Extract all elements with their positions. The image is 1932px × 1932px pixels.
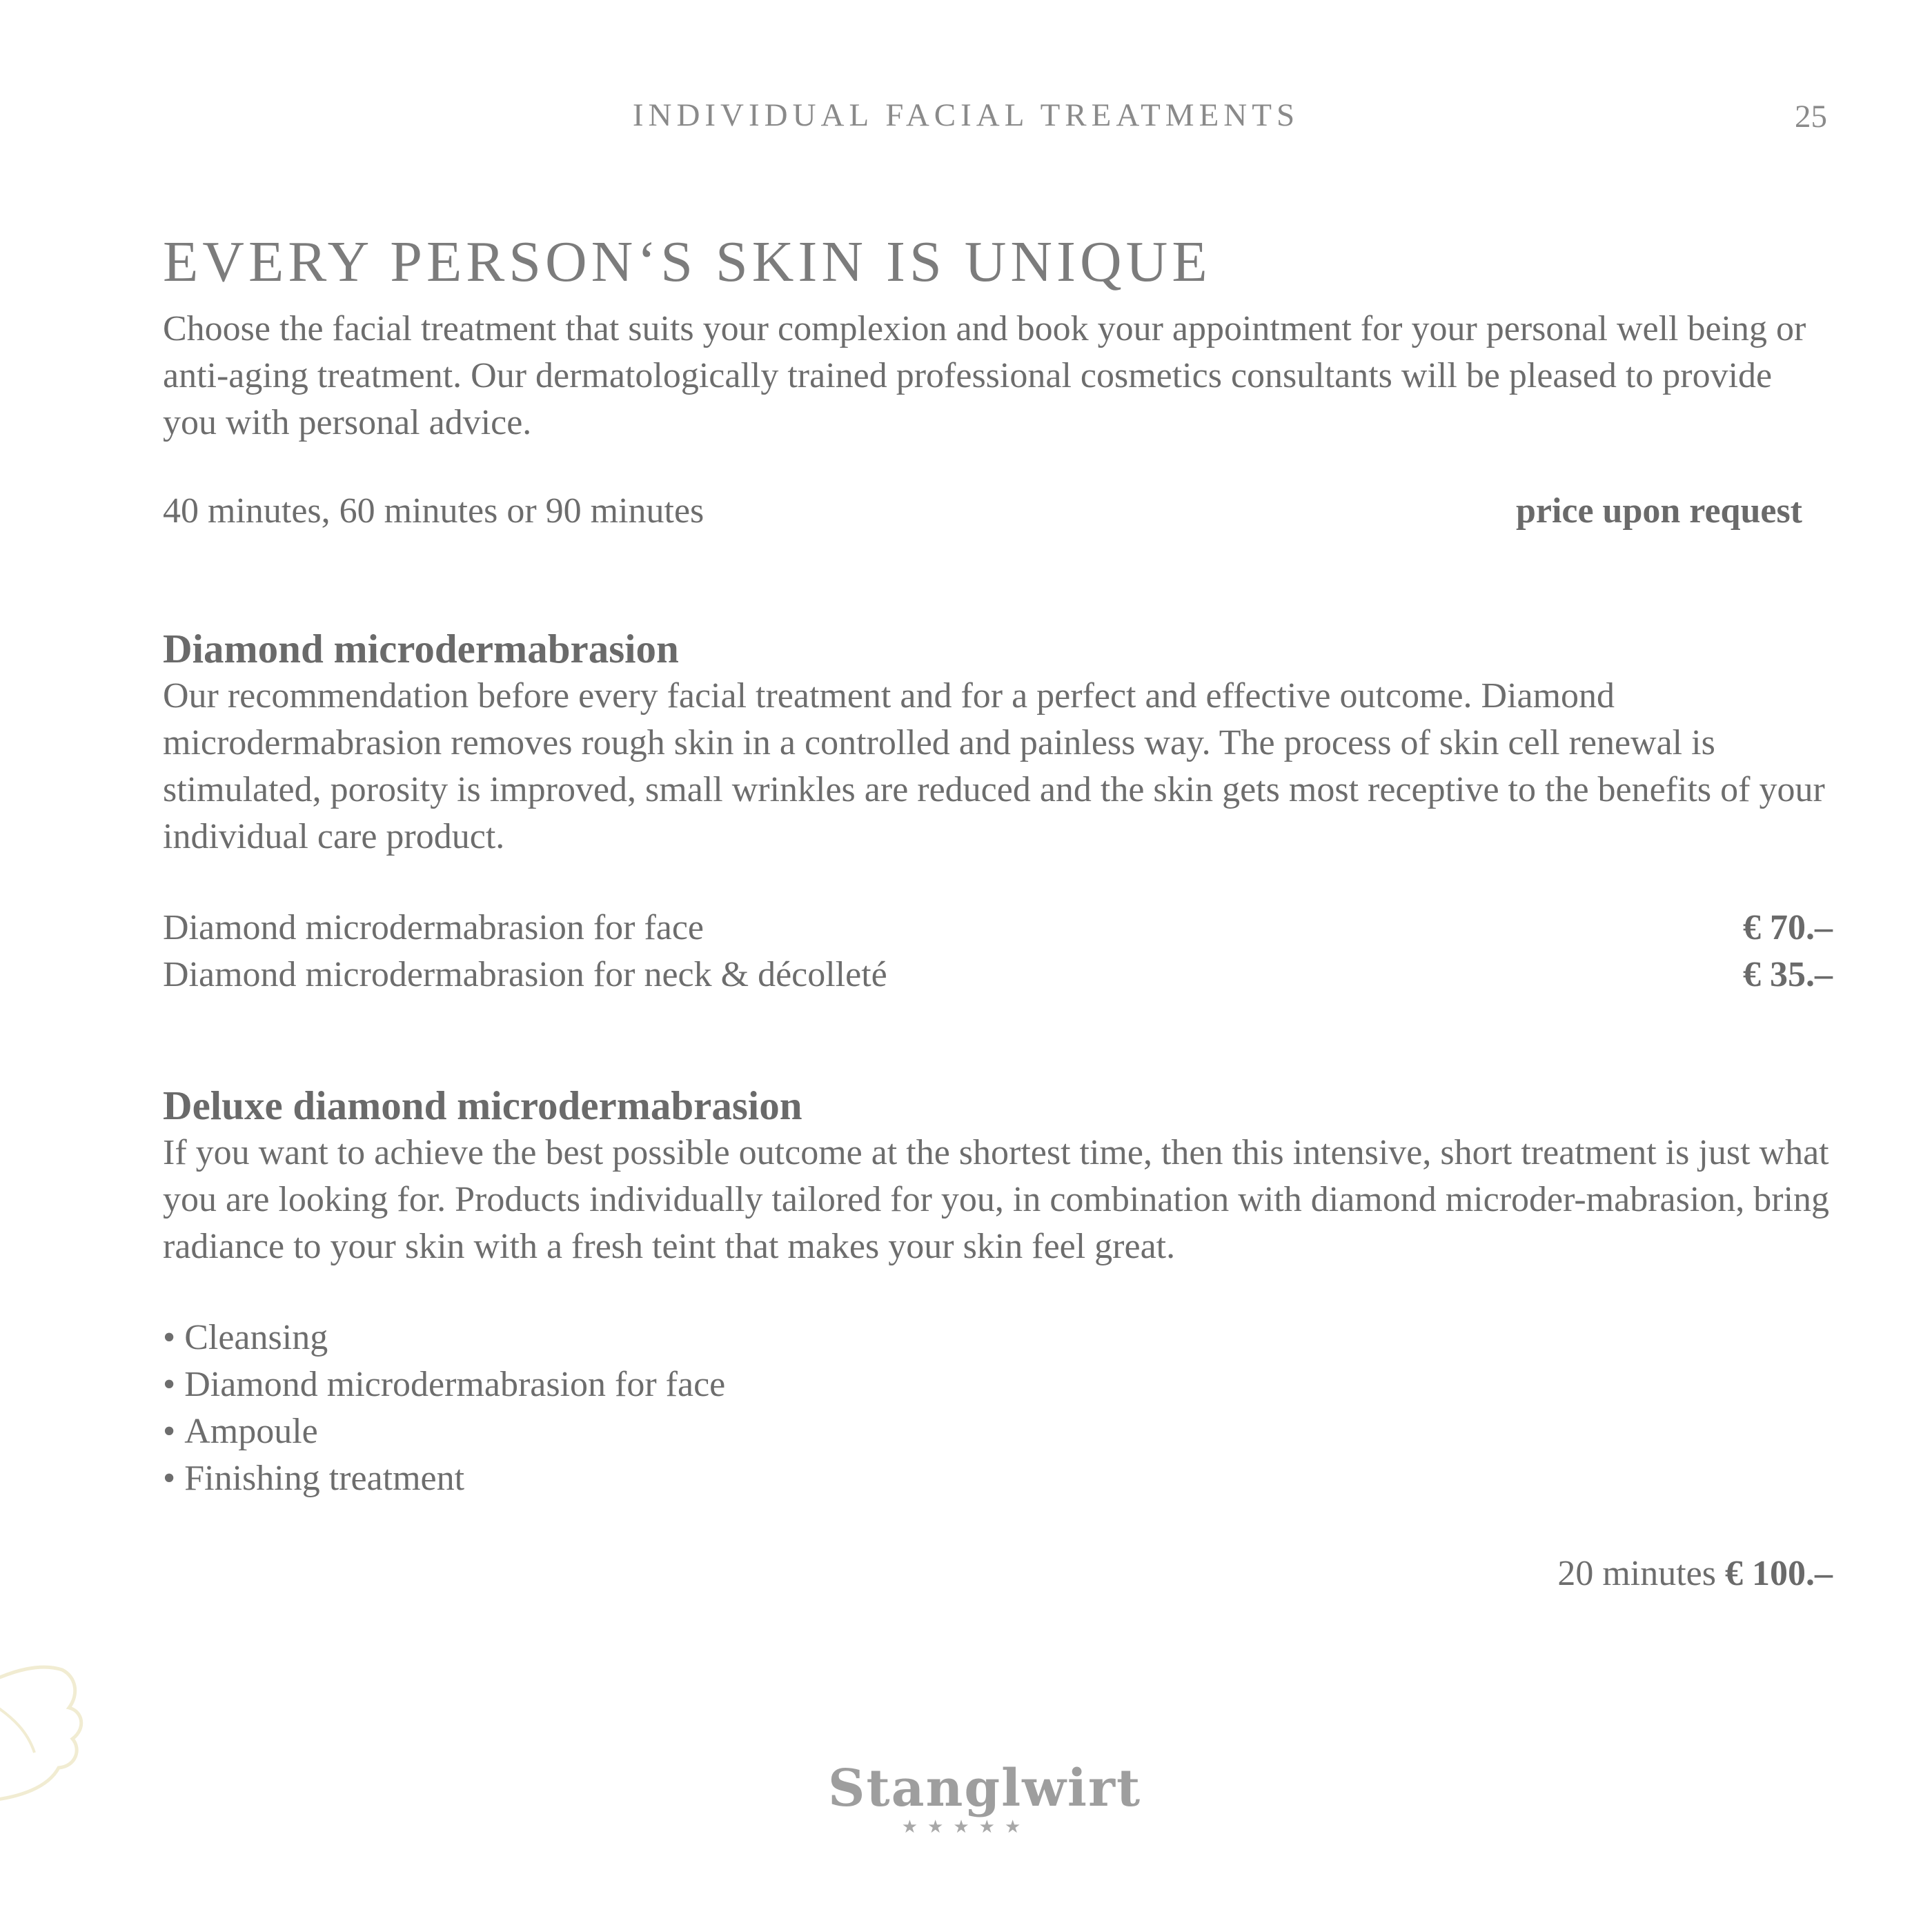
price-row-label: Diamond microdermabrasion for neck & décolleté xyxy=(163,954,887,994)
intro-duration: 40 minutes, 60 minutes or 90 minutes xyxy=(163,491,704,531)
price-row-price: € 35.– xyxy=(1743,954,1833,994)
diamond-title: Diamond microdermabrasion xyxy=(163,625,679,671)
deluxe-bullet-list xyxy=(163,1314,1833,1502)
price-row xyxy=(163,905,1833,952)
diamond-section xyxy=(163,624,1833,998)
bullet-item: • Ampoule xyxy=(163,1408,1833,1455)
running-header: INDIVIDUAL FACIAL TREATMENTS xyxy=(632,97,1300,133)
intro-price: price upon request xyxy=(1515,491,1802,531)
price-row xyxy=(163,952,1833,998)
diamond-description: Our recommendation before every facial treatment and for a perfect and effective outcome. Diamond microdermabrasion removes rough skin in a controlled and painless way. The process of skin cell renewal is stimulated, porosity is improved, small wrinkles are reduced and the skin gets most receptive to the benefits of your individual care product. xyxy=(163,676,1825,856)
bullet-item: • Cleansing xyxy=(163,1314,1833,1361)
deluxe-title: Deluxe diamond microdermabrasion xyxy=(163,1082,802,1128)
deluxe-price: € 100.– xyxy=(1725,1553,1833,1593)
leaf-outline-icon xyxy=(0,1656,97,1808)
bullet-item: • Finishing treatment xyxy=(163,1455,1833,1502)
deluxe-duration: 20 minutes xyxy=(1557,1553,1716,1593)
deluxe-summary xyxy=(163,1550,1833,1597)
price-row-price: € 70.– xyxy=(1743,907,1833,947)
logo-wordmark: Stanglwirt xyxy=(828,1759,1142,1818)
page-content xyxy=(163,228,1833,1597)
brand-logo xyxy=(828,1759,1142,1837)
diamond-price-list xyxy=(163,905,1833,998)
intro-paragraph: Choose the facial treatment that suits your complexion and book your appointment for your personal well being or anti-aging treatment. Our dermatologically trained professional cosmetics consultants will be pleased to provide you with personal advice. xyxy=(163,308,1806,442)
bullet-item: • Diamond microdermabrasion for face xyxy=(163,1361,1833,1408)
intro-duration-row xyxy=(163,488,1833,535)
deluxe-section xyxy=(163,1081,1833,1597)
page-title: EVERY PERSON‘S SKIN IS UNIQUE xyxy=(163,230,1212,294)
price-row-label: Diamond microdermabrasion for face xyxy=(163,907,704,947)
page-number: 25 xyxy=(1795,99,1827,135)
logo-stars: ★★★★★ xyxy=(901,1817,1031,1837)
deluxe-description: If you want to achieve the best possible outcome at the shortest time, then this intensive, short treatment is just what you are looking for. Products individually tailored for you, in combination with diamond microder-mabrasion, bring radiance to your skin with a fresh teint that makes your skin feel great. xyxy=(163,1132,1830,1266)
